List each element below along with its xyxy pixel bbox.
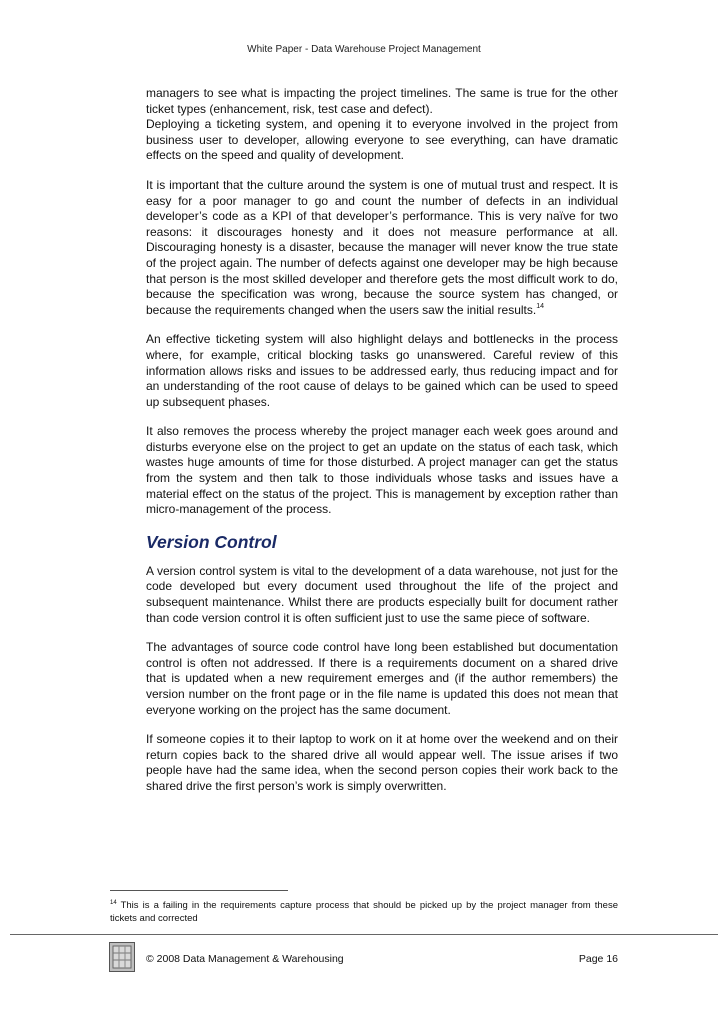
paragraph: It also removes the process whereby the project manager each week goes around and disturbs everyone else on the project to get an update on the status of each task, which wastes huge amounts of time for those disturbed. A project manager can get the status from the system and then talk to those individuals whose tasks and issues have a material effect on the status of the project. This is management by exception rather than micro-management of the process.: [146, 424, 618, 517]
footer-separator: [10, 934, 718, 935]
paragraph: If someone copies it to their laptop to work on it at home over the weekend and on their return copies back to the shared drive all would appear well. The issue arises if two people have had the same idea, when the second person copies their work back to the shared drive the first person’s work is simply overwritten.: [146, 732, 618, 793]
paragraph: An effective ticketing system will also highlight delays and bottlenecks in the process where, for example, critical blocking tasks go unanswered. Careful review of this information allows risks and issues to be addressed early, thus reducing impact and for an understanding of the root cause of delays to be gained which can be used to speed up subsequent phases.: [146, 332, 618, 409]
footnote-number: 14: [110, 900, 117, 906]
company-logo-icon: [109, 942, 135, 972]
paragraph: A version control system is vital to the development of a data warehouse, not just for the code developed but every document used throughout the life of the project and subsequent maintenance. Whilst there are products especially built for document rather than code version control it is often sufficient just to use the same piece of software.: [146, 563, 618, 625]
document-body: [146, 86, 618, 809]
paragraph: The advantages of source code control have long been established but documentation control is often not addressed. If there is a requirements document on a shared drive that is updated when a new requirement emerges and (if the author remembers) the version number on the front page or in the file name is updated this does not mean that everyone working on the project has the same document.: [146, 640, 618, 717]
footnote-reference[interactable]: 14: [536, 302, 545, 310]
paragraph-text: It is important that the culture around the system is one of mutual trust and respect. It is easy for a poor manager to go and count the number of defects in an individual developer’s code as a KPI of that developer’s performance. This is very naïve for two reasons: it discourages honesty and it does not measure performance at all. Discouraging honesty is a disaster, because the manager will never know the true state of the project again. The number of defects against one developer may be high because that person is the most skilled developer and therefore gets the most difficult work to do, because the specification was wrong, because the source system has changed, or because the requirements changed when the users saw the initial results.: [146, 177, 618, 317]
footnote: [110, 899, 618, 925]
paragraph: [146, 178, 618, 318]
footer-copyright: © 2008 Data Management & Warehousing: [146, 953, 344, 965]
paragraph: managers to see what is impacting the project timelines. The same is true for the other ticket types (enhancement, risk, test case and defect).: [146, 86, 618, 116]
page-number: Page 16: [578, 953, 618, 965]
section-heading: Version Control: [146, 531, 277, 552]
paragraph: Deploying a ticketing system, and opening it to everyone involved in the project from business user to developer, allowing everyone to see everything, can have dramatic effects on the speed and quality of development.: [146, 117, 618, 163]
footnote-separator: [110, 890, 288, 891]
footnote-text: This is a failing in the requirements capture process that should be picked up by the project manager from these tickets and corrected: [110, 900, 618, 924]
page-header: White Paper - Data Warehouse Project Management: [247, 44, 481, 55]
